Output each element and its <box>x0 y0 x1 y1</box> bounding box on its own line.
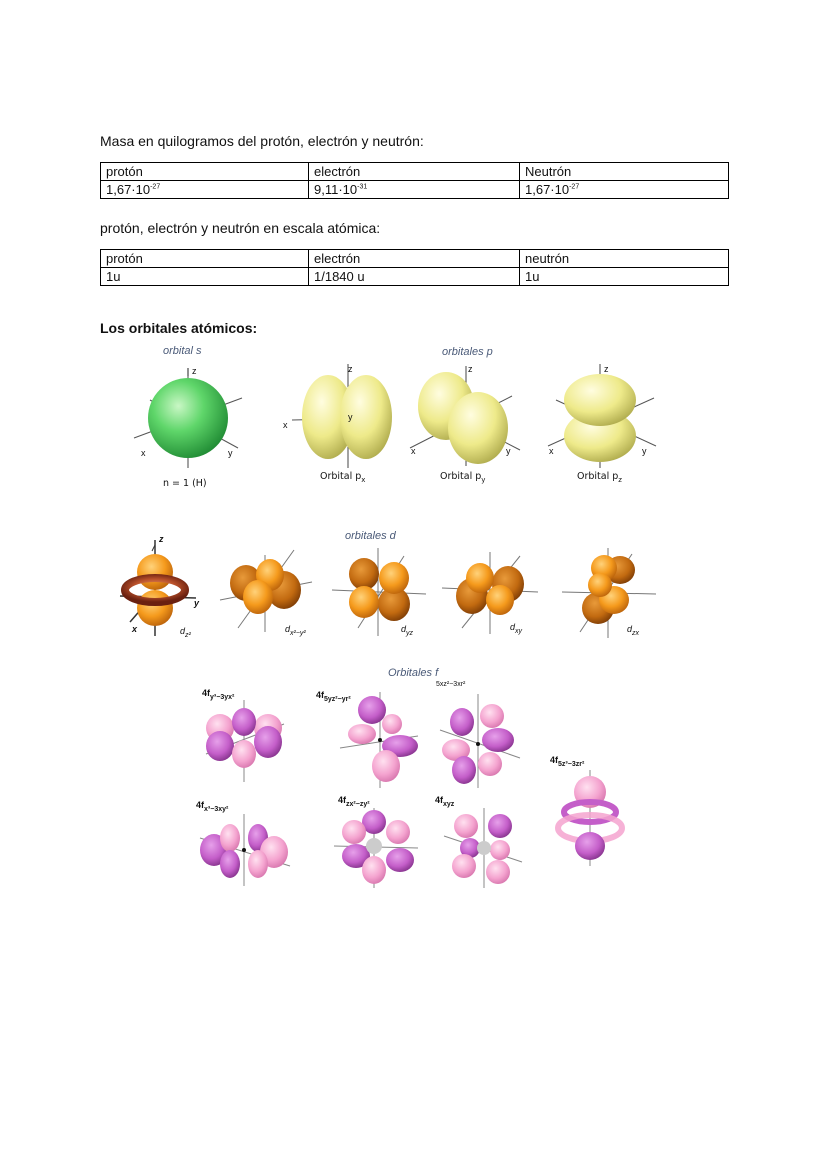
orbital-f-zx2 <box>334 808 418 888</box>
orbital-d-label: $d_{x^2-y^2}$ <box>285 624 306 637</box>
mass-kg-intro: Masa en quilogramos del protón, electrón y neutrón: <box>100 133 424 149</box>
axis-label: y <box>506 446 511 456</box>
header-cell: neutrón <box>520 250 729 268</box>
orbital-f-xyz <box>444 808 522 888</box>
axis-label: z <box>348 364 353 374</box>
orbital-f-x3 <box>200 814 290 886</box>
axis-label: y <box>228 448 233 458</box>
orbital-f-label: 5xz²−3xr² <box>436 681 466 688</box>
orbital-f-label: $4f_{y^3-3yx^2}$ <box>202 688 235 701</box>
axis-label: x <box>283 420 288 430</box>
axis-label: z <box>192 366 197 376</box>
orbital-f-y3 <box>206 700 284 782</box>
axis-label: z <box>468 364 473 374</box>
orbital-p-caption: orbitales p <box>442 346 493 358</box>
orbital-d-label: $d_{zx}$ <box>627 624 640 637</box>
orbital-s-caption: orbital s <box>163 345 202 357</box>
axis-label: x <box>411 446 416 456</box>
header-cell: protón <box>101 250 309 268</box>
orbital-s-label: n = 1 (H) <box>163 478 207 489</box>
orbital-f-label: $4f_{5yz^2-yr^2}$ <box>316 690 351 703</box>
orbital-f-label: $4f_{5z^3-3zr^2}$ <box>550 755 585 768</box>
axis-label: x <box>132 624 138 634</box>
orbital-f-label: $4f_{x^3-3xy^2}$ <box>196 800 229 813</box>
orbital-f-5z3 <box>558 770 622 866</box>
orbital-d-label: $d_{xy}$ <box>510 622 523 635</box>
orbital-f-caption: Orbitales f <box>388 667 439 679</box>
orbital-pz-label: Orbital $p_z$ <box>577 471 622 484</box>
orbitals-heading: Los orbitales atómicos: <box>100 320 258 336</box>
orbital-px-label: Orbital $p_x$ <box>320 471 366 484</box>
orbital-d-caption: orbitales d <box>345 530 396 542</box>
header-cell: Neutrón <box>520 163 729 181</box>
axis-label: z <box>159 534 164 544</box>
mass-u-intro: protón, electrón y neutrón en escala atómica: <box>100 220 381 236</box>
value-cell: $1,67\cdot 10^{-27}$ <box>520 181 729 199</box>
axis-label: z <box>604 364 609 374</box>
value-cell: $1,67\cdot 10^{-27}$ <box>101 181 309 199</box>
orbital-f-5yz2 <box>340 692 418 788</box>
orbital-d-label: $d_{z^2}$ <box>180 626 191 639</box>
axis-label: y <box>348 412 353 422</box>
value-cell: 1u <box>520 268 729 286</box>
header-cell: electrón <box>309 163 520 181</box>
value-cell: 1/1840 u <box>309 268 520 286</box>
orbital-py-label: Orbital $p_y$ <box>440 471 486 484</box>
axis-label: x <box>549 446 554 456</box>
orbital-f-5xz2 <box>440 694 520 788</box>
axis-label: x <box>141 448 146 458</box>
orbital-f-label: $4f_{zx^2-zy^2}$ <box>338 795 370 808</box>
axis-label: y <box>194 598 200 608</box>
orbital-f-label: $4f_{xyz}$ <box>435 795 455 808</box>
header-cell: electrón <box>309 250 520 268</box>
orbital-d-label: $d_{yz}$ <box>401 624 414 637</box>
value-cell: 1u <box>101 268 309 286</box>
value-cell: $9,11\cdot 10^{-31}$ <box>309 181 520 199</box>
axis-label: y <box>642 446 647 456</box>
header-cell: protón <box>101 163 309 181</box>
